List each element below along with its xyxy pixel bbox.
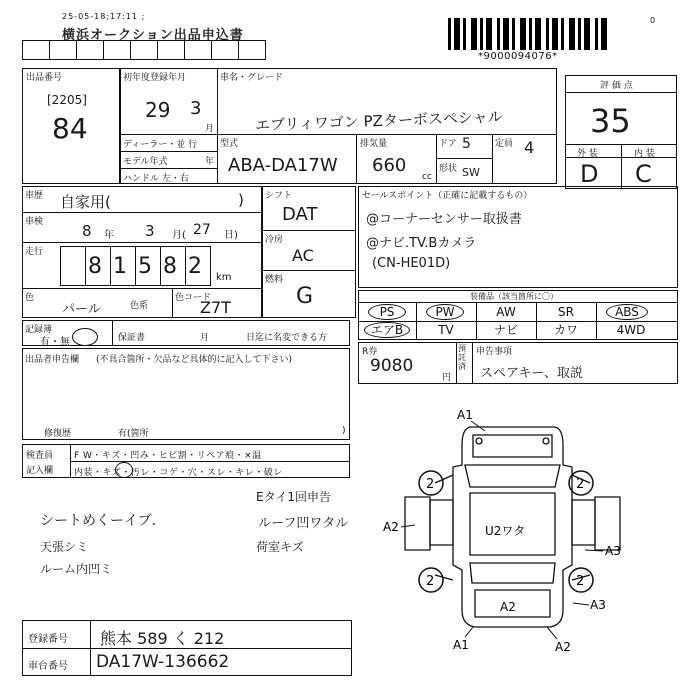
capacity: 4 <box>524 138 535 157</box>
inspection-month-unit: 月( <box>172 230 186 241</box>
wheel-grade: 2 <box>576 574 585 589</box>
inspection-day-unit: 日) <box>224 230 238 241</box>
shape-label: 形状 <box>439 164 458 174</box>
record-label: 記録簿 <box>25 325 53 335</box>
inspector-row-2: 内装・キズ・汚レ・コゲ・穴・スレ・キレ・破レ <box>74 468 283 478</box>
inspection-year-unit: 年 <box>104 230 114 241</box>
inspector-note-left: シートめくーイブ. <box>40 513 157 529</box>
doors-label: ドア <box>439 139 457 149</box>
damage-label-right: A3 <box>590 598 606 612</box>
damage-label-rear: A1 <box>453 638 469 652</box>
inspector-row-1: F W・キズ・凹み・ヒビ割・リペア痕・×温 <box>74 451 262 461</box>
inspection-day: 27 <box>193 222 211 238</box>
capacity-label: 定員 <box>495 139 514 149</box>
chassis-number: DA17W-136662 <box>96 652 230 672</box>
sales-point-line: @ナビ.TV.Bカメラ <box>366 236 477 251</box>
mileage-digit: 2 <box>188 254 202 279</box>
damage-label-left: A2 <box>383 520 399 534</box>
equipment-abs: ABS <box>606 304 648 320</box>
ac-label: 冷房 <box>265 235 284 245</box>
sales-points-label: セールスポイント（正確に記載するもの） <box>362 191 533 201</box>
grade-label: 評 価 点 <box>600 81 633 91</box>
first-reg-year: 29 <box>145 98 171 122</box>
color-value: パール <box>62 302 101 317</box>
color-label: 色 <box>25 293 35 303</box>
document-title: 横浜オークション出品申込書 <box>62 28 244 43</box>
model-year-label: モデル年式 <box>123 157 168 167</box>
equipment-label: 装備品（該当箇所に〇） <box>470 292 558 301</box>
inspector-note-left: 天張シミ <box>40 540 89 554</box>
inspector-note-right: 荷室キズ <box>256 540 304 554</box>
fax-stamp: 25-05-18;17:11 ; <box>62 12 146 21</box>
first-reg-month-unit: 月 <box>205 124 215 134</box>
wheel-grade: 2 <box>426 574 435 589</box>
model-type: ABA-DA17W <box>228 155 338 176</box>
name-change-label: 日迄に名変できる方 <box>246 333 328 343</box>
notes-value: スペアキー、取説 <box>480 366 583 381</box>
equipment-ps: PS <box>368 304 406 320</box>
grade-ext-label: 外 装 <box>577 149 598 159</box>
barcode-number: *9000094076* <box>478 51 558 62</box>
model-type-label: 型式 <box>220 139 239 149</box>
lot-code: [2205] <box>47 93 87 107</box>
usage-label: 車歴 <box>25 191 44 201</box>
warranty-label: 保証書 <box>118 333 146 343</box>
record-options: 有・無 <box>40 337 70 348</box>
equipment-4wd: 4WD <box>616 323 646 337</box>
mileage-digit: 8 <box>163 254 177 279</box>
plate-label: 登録番号 <box>28 634 68 645</box>
equipment-sr: SR <box>558 305 574 319</box>
equipment-aw: AW <box>496 305 516 319</box>
sales-point-line: @コーナーセンサー取扱書 <box>366 212 522 227</box>
car-damage-diagram <box>375 405 675 660</box>
damage-label-top: A1 <box>457 408 473 422</box>
grade-ext: D <box>580 160 599 188</box>
dealer-label: ディーラー・並 行 <box>123 140 198 150</box>
usage-value: 自家用( <box>60 193 111 211</box>
displacement: 660 <box>372 155 407 176</box>
shape: SW <box>462 166 480 179</box>
inspector-note-left: ルーム内凹ミ <box>40 562 113 576</box>
sales-point-line: (CN-HE01D) <box>372 256 451 271</box>
inspector-label-1: 検査員 <box>26 451 54 461</box>
repair-close: ) <box>342 426 346 436</box>
vehicle-name-label: 車名・グレード <box>220 73 284 83</box>
mileage-digit: 1 <box>113 254 127 279</box>
doors: 5 <box>462 136 471 152</box>
ac-value: AC <box>292 246 314 265</box>
mileage-digit: 8 <box>88 254 102 279</box>
chassis-label: 車台番号 <box>28 661 68 672</box>
shift-label: シフト <box>265 191 293 201</box>
plate-number: 熊本 589 く 212 <box>100 629 225 648</box>
mileage-label: 走行 <box>25 247 44 257</box>
repair-value: 有(箇所 <box>118 429 149 439</box>
displacement-unit: cc <box>422 172 432 182</box>
grade-int-label: 内 装 <box>634 149 655 159</box>
inspector-note-right: ルーフ凹ワタル <box>258 516 349 531</box>
handle-label: ハンドル 左・右 <box>123 174 189 184</box>
damage-label-right: A3 <box>605 544 621 558</box>
inspector-note-center: Eタイ1回申告 <box>256 490 331 504</box>
corner-mark: 0 <box>650 16 656 25</box>
inspection-label: 車検 <box>25 217 44 227</box>
grade-int: C <box>635 160 652 188</box>
recycle-value: 9080 <box>370 356 414 376</box>
damage-label-rear: A2 <box>500 600 516 614</box>
recycle-extra-label: 預託済 <box>458 344 466 371</box>
equipment-leather: カワ <box>553 323 578 337</box>
warranty-unit: 月 <box>200 333 210 343</box>
defects-instruction: (不具合箇所・欠品など具体的に記入して下さい) <box>96 355 293 365</box>
lot-label: 出品番号 <box>26 73 63 83</box>
damage-label-center: U2ワタ <box>485 524 526 538</box>
inspector-circle <box>115 462 133 478</box>
equipment-navi: ナビ <box>493 323 518 337</box>
recycle-label: R券 <box>362 347 378 357</box>
defects-label: 出品者申告欄 <box>25 355 80 365</box>
repair-label: 修復歴 <box>44 429 72 439</box>
color-code: Z7T <box>200 298 231 317</box>
damage-label-rear: A2 <box>555 640 571 654</box>
wheel-grade: 2 <box>576 477 585 492</box>
fuel-value: G <box>296 284 314 309</box>
equipment-tv: TV <box>438 323 454 337</box>
recycle-unit: 円 <box>442 373 452 383</box>
vehicle-name: エブリィワゴン PZターボスペシャル <box>254 107 503 135</box>
equipment-airbag: エアB <box>364 322 410 338</box>
inspector-label-2: 記入欄 <box>26 466 54 476</box>
color-suffix: 色系 <box>130 301 149 311</box>
displacement-label: 排気量 <box>360 139 388 149</box>
wheel-grade: 2 <box>426 477 435 492</box>
usage-close: ) <box>238 191 244 209</box>
fuel-label: 燃料 <box>265 275 284 285</box>
notes-label: 申告事項 <box>476 347 513 357</box>
shift-value: DAT <box>282 204 318 225</box>
record-circle <box>72 328 98 346</box>
model-year-unit: 年 <box>205 157 215 167</box>
inspection-year: 8 <box>82 222 92 240</box>
color-code-label: 色コード <box>175 293 212 303</box>
mileage-digit: 5 <box>138 254 152 279</box>
barcode <box>448 18 618 50</box>
first-reg-label: 初年度登録年月 <box>123 73 187 83</box>
grade-score: 35 <box>590 102 631 140</box>
first-reg-month: 3 <box>190 98 202 119</box>
inspection-month: 3 <box>145 222 155 240</box>
mileage-unit: km <box>216 272 232 283</box>
lot-number: 84 <box>52 112 88 145</box>
equipment-pw: PW <box>426 304 464 320</box>
